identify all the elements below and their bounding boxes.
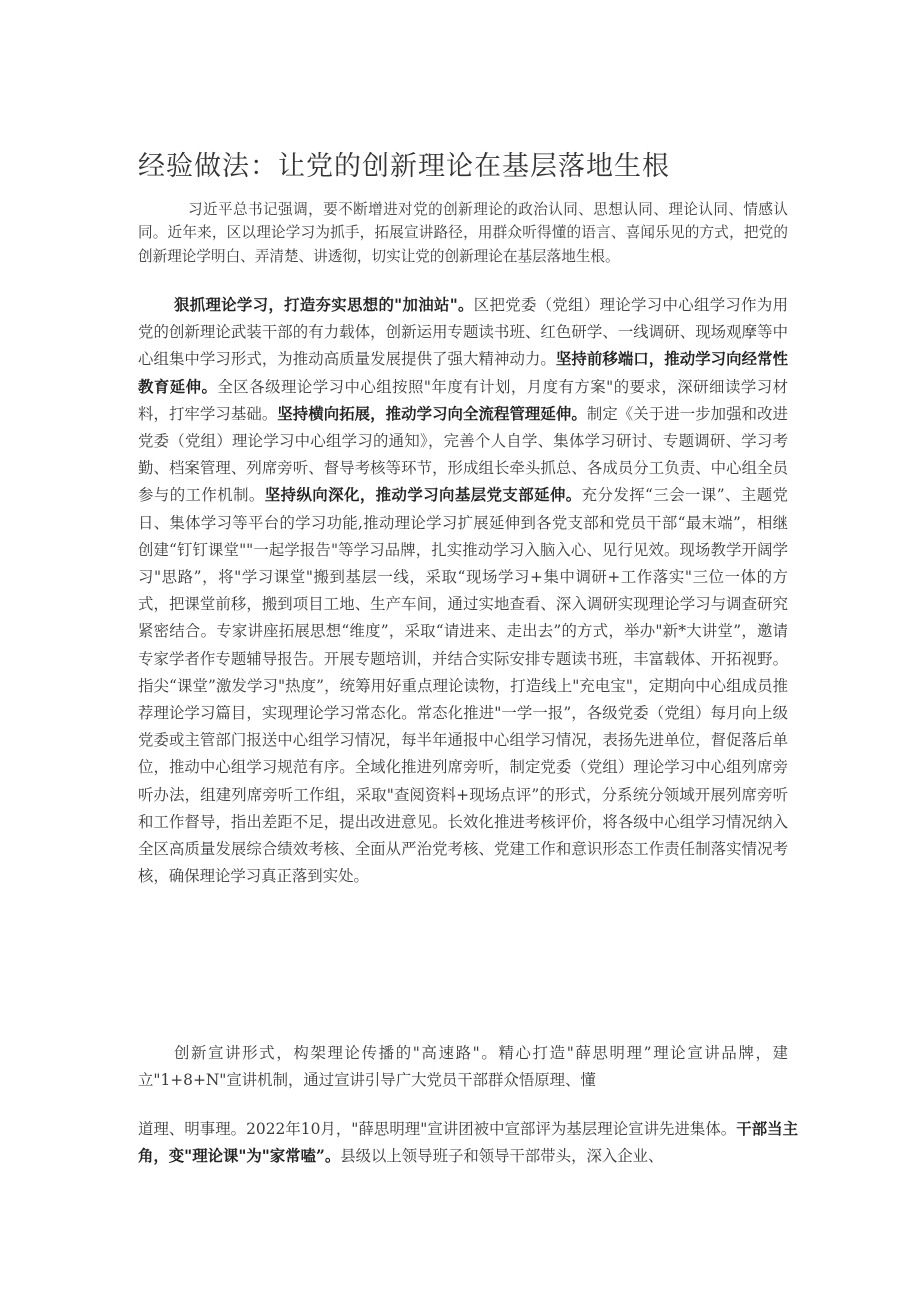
point-cadre-lead-text: 县级以上领导班子和领导干部带头，深入企业、 (340, 1147, 664, 1165)
section-study-paragraph (138, 292, 788, 890)
point-front-end: 坚持前移端口，推动学习向经常性教育延伸。 (138, 350, 788, 396)
section-lecture-text: 精心打造"薛思明理”理论宣讲品牌，建立"1+8+N"宣讲机制，通过宣讲引导广大党员干部群众悟原理、懂 (138, 1044, 788, 1089)
section-lecture-paragraph (138, 1040, 788, 1094)
section-study-text: 区把党委（党组）理论学习中心组学习作为用党的创新理论武装干部的有力载体，创新运用专题读书班、红色研学、一线调研、现场观摩等中心组集中学习形式，为推动高质量发展提供了强大精神动力。 (138, 296, 788, 369)
section-study-heading: 狠抓理论学习，打造夯实思想的"加油站"。 (174, 296, 474, 314)
point-horizontal-text: 制定《关于进一步加强和改进党委（党组）理论学习中心组学习的通知》，完善个人自学、集体学习研讨、专题调研、学习考勤、档案管理、列席旁听、督导考核等环节，形成组长牵头抓总、各成员分工负责、中心组全员参与的工作机制。 (138, 404, 788, 505)
point-vertical-text: 充分发挥“三会一课”、主题党日、集体学习等平台的学习功能,推动理论学习扩展延伸到各党支部和党员干部“最末端”，相继创建“钉钉课堂""一起学报告"等学习品牌，扎实推动学习入脑入心、见行见效。现场教学开阔学习"思路”，将"学习课堂"搬到基层一线，采取“现场学习+集中调研+工作落实"三位一体的方式，把课堂前移，搬到项目工地、生产车间，通过实地查看、深入调研实现理论学习与调查研究紧密结合。专家讲座拓展思想“维度”，采取“请进来、走出去”的方式，举办"新*大讲堂”，邀请专家学者作专题辅导报告。开展专题培训，并结合实际安排专题读书班，丰富载体、开拓视野。指尖“课堂”激发学习"热度”，统筹用好重点理论读物，打造线上"充电宝"，定期向中心组成员推荐理论学习篇目，实现理论学习常态化。常态化推进"一学一报”，各级党委（党组）每月向上级党委或主管部门报送中心组学习情况，每半年通报中心组学习情况，表扬先进单位，督促落后单位，推动中心组学习规范有序。全域化推进列席旁听，制定党委（党组）理论学习中心组列席旁听办法，组建列席旁听工作组，采取"查阅资料+现场点评”的形式，分系统分领域开展列席旁听和工作督导，指出差距不足，提出改进意见。长效化推进考核评价，将各级中心组学习情况纳入全区高质量发展综合绩效考核、全面从严治党考核、党建工作和意识形态工作责任制落实情况考核，确保理论学习真正落到实处。 (138, 486, 788, 886)
point-vertical: 坚持纵向深化，推动学习向基层党支部延伸。 (264, 486, 582, 505)
point-horizontal: 坚持横向拓展，推动学习向全流程管理延伸。 (277, 404, 587, 423)
point-front-end-text: 全区各级理论学习中心组按照"年度有计划，月度有方案"的要求，深研细读学习材料，打牢学习基础。 (138, 377, 788, 423)
section-continued-paragraph (138, 1116, 798, 1170)
intro-paragraph: 习近平总书记强调，要不断增进对党的创新理论的政治认同、思想认同、理论认同、情感认同。近年来，区以理论学习为抓手，拓展宣讲路径，用群众听得懂的语言、喜闻乐见的方式，把党的创新理论学明白、弄清楚、讲透彻，切实让党的创新理论在基层落地生根。 (138, 201, 788, 265)
section-continued-text: 道理、明事理。2022年10月，"薛思明理"宣讲团被中宣部评为基层理论宣讲先进集体。 (138, 1120, 737, 1138)
point-cadre-lead: 干部当主角，变"理论课"为"家常嗑”。 (138, 1120, 798, 1165)
section-lecture-heading: 创新宣讲形式，构架理论传播的"高速路"。 (174, 1044, 499, 1062)
document-title: 经验做法：让党的创新理论在基层落地生根 (138, 151, 670, 182)
